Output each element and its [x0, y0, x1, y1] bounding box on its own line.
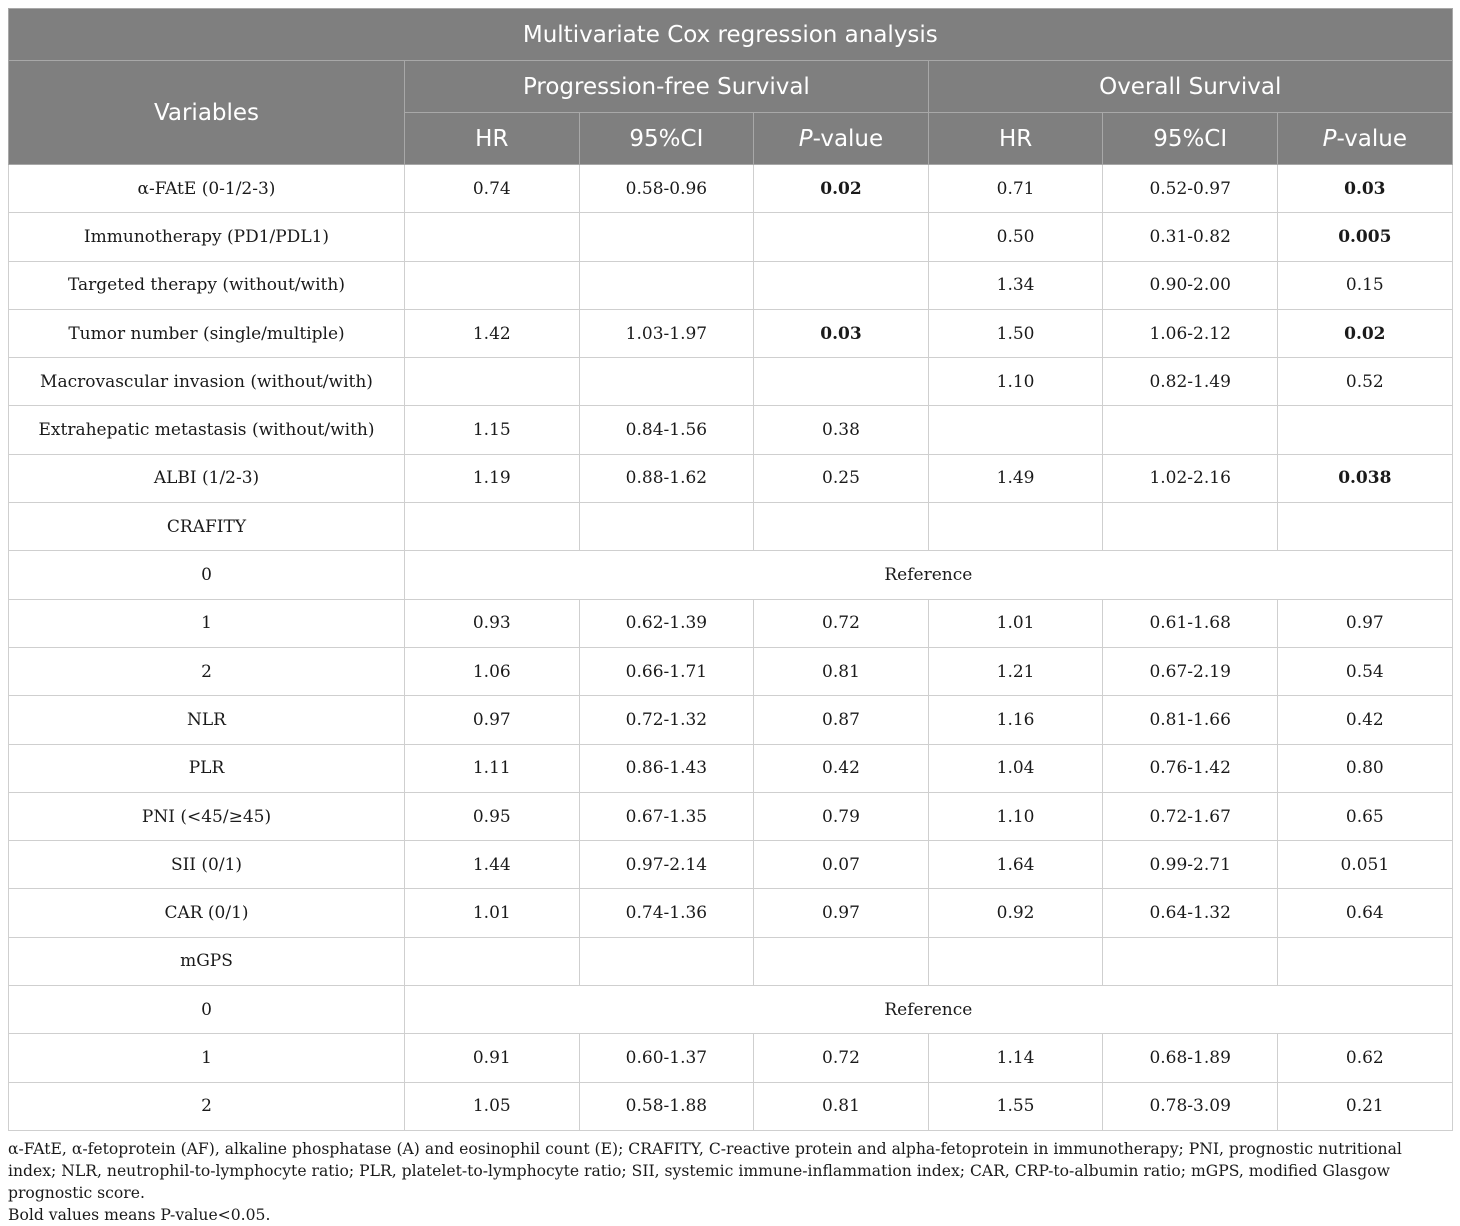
os-hr-cell [928, 503, 1103, 551]
variable-cell: 0 [9, 551, 405, 599]
pfs-ci-cell: 0.58-1.88 [579, 1082, 754, 1130]
variable-cell: PLR [9, 744, 405, 792]
pfs-ci-cell: 0.74-1.36 [579, 889, 754, 937]
variable-cell: PNI (<45/≥45) [9, 792, 405, 840]
table-row [9, 792, 1453, 840]
cox-regression-table [8, 8, 1453, 1131]
pfs-ci-header: 95%CI [579, 113, 754, 165]
os-p-cell: 0.051 [1277, 841, 1452, 889]
variable-cell: SII (0/1) [9, 841, 405, 889]
table-header [9, 9, 1453, 165]
table-row [9, 213, 1453, 261]
os-ci-header: 95%CI [1103, 113, 1278, 165]
p-rest-label: -value [812, 125, 884, 152]
os-hr-cell: 1.10 [928, 792, 1103, 840]
pfs-hr-cell: 1.42 [405, 309, 580, 357]
pfs-ci-cell: 0.72-1.32 [579, 696, 754, 744]
pfs-ci-cell: 0.66-1.71 [579, 647, 754, 695]
table-row [9, 1034, 1453, 1082]
pfs-hr-cell [405, 503, 580, 551]
variable-cell: mGPS [9, 937, 405, 985]
os-p-cell: 0.97 [1277, 599, 1452, 647]
p-rest-label: -value [1336, 125, 1407, 152]
variable-cell: Targeted therapy (without/with) [9, 261, 405, 309]
os-hr-cell: 1.04 [928, 744, 1103, 792]
os-hr-cell: 1.55 [928, 1082, 1103, 1130]
os-ci-cell: 0.68-1.89 [1103, 1034, 1278, 1082]
os-hr-cell: 1.49 [928, 454, 1103, 502]
os-p-cell: 0.80 [1277, 744, 1452, 792]
table-row [9, 454, 1453, 502]
pfs-hr-cell [405, 261, 580, 309]
pfs-hr-cell: 0.95 [405, 792, 580, 840]
os-hr-cell: 0.50 [928, 213, 1103, 261]
pfs-p-cell: 0.87 [754, 696, 929, 744]
os-ci-cell [1103, 406, 1278, 454]
variable-cell: 1 [9, 599, 405, 647]
os-hr-cell: 1.16 [928, 696, 1103, 744]
pfs-group-header: Progression-free Survival [405, 61, 929, 113]
os-ci-cell: 0.82-1.49 [1103, 358, 1278, 406]
variable-cell: Extrahepatic metastasis (without/with) [9, 406, 405, 454]
pfs-hr-cell: 0.91 [405, 1034, 580, 1082]
pfs-ci-cell: 0.84-1.56 [579, 406, 754, 454]
variable-cell: Macrovascular invasion (without/with) [9, 358, 405, 406]
table-row [9, 841, 1453, 889]
table-row [9, 986, 1453, 1034]
pfs-ci-cell: 0.58-0.96 [579, 165, 754, 213]
pfs-p-cell [754, 358, 929, 406]
variable-cell: ALBI (1/2-3) [9, 454, 405, 502]
os-p-cell: 0.54 [1277, 647, 1452, 695]
pfs-ci-cell: 0.86-1.43 [579, 744, 754, 792]
pfs-p-cell: 0.03 [754, 309, 929, 357]
table-row [9, 551, 1453, 599]
table-row [9, 1082, 1453, 1130]
reference-cell: Reference [405, 551, 1453, 599]
pfs-p-cell: 0.02 [754, 165, 929, 213]
variable-cell: 1 [9, 1034, 405, 1082]
table-footnote [8, 1138, 1452, 1226]
variable-cell: Immunotherapy (PD1/PDL1) [9, 213, 405, 261]
os-ci-cell: 0.61-1.68 [1103, 599, 1278, 647]
pfs-p-cell: 0.81 [754, 647, 929, 695]
pfs-p-header [754, 113, 929, 165]
table-row [9, 503, 1453, 551]
table-row [9, 937, 1453, 985]
variable-cell: 0 [9, 986, 405, 1034]
os-ci-cell: 0.81-1.66 [1103, 696, 1278, 744]
os-p-cell: 0.62 [1277, 1034, 1452, 1082]
os-p-cell: 0.42 [1277, 696, 1452, 744]
os-p-cell: 0.64 [1277, 889, 1452, 937]
os-ci-cell [1103, 503, 1278, 551]
os-ci-cell: 0.99-2.71 [1103, 841, 1278, 889]
pfs-p-cell [754, 213, 929, 261]
pfs-p-cell: 0.72 [754, 599, 929, 647]
os-p-cell: 0.15 [1277, 261, 1452, 309]
os-ci-cell: 0.64-1.32 [1103, 889, 1278, 937]
footnote-bold-note: Bold values means P-value<0.05. [8, 1206, 271, 1224]
p-italic-label: P [1322, 125, 1337, 152]
pfs-ci-cell: 0.97-2.14 [579, 841, 754, 889]
os-hr-cell [928, 937, 1103, 985]
pfs-p-cell: 0.79 [754, 792, 929, 840]
os-p-cell: 0.02 [1277, 309, 1452, 357]
os-p-cell [1277, 503, 1452, 551]
os-hr-cell [928, 406, 1103, 454]
os-hr-header: HR [928, 113, 1103, 165]
os-ci-cell: 1.02-2.16 [1103, 454, 1278, 502]
table-row [9, 406, 1453, 454]
pfs-ci-cell: 0.67-1.35 [579, 792, 754, 840]
pfs-ci-cell [579, 261, 754, 309]
pfs-hr-cell: 0.97 [405, 696, 580, 744]
variable-cell: α-FAtE (0-1/2-3) [9, 165, 405, 213]
variable-cell: 2 [9, 1082, 405, 1130]
os-p-cell: 0.65 [1277, 792, 1452, 840]
pfs-hr-cell: 1.05 [405, 1082, 580, 1130]
pfs-p-cell [754, 503, 929, 551]
results-table-container [8, 8, 1452, 1131]
os-p-cell: 0.005 [1277, 213, 1452, 261]
pfs-p-cell: 0.97 [754, 889, 929, 937]
pfs-hr-cell [405, 213, 580, 261]
pfs-hr-cell: 1.15 [405, 406, 580, 454]
table-row [9, 309, 1453, 357]
pfs-hr-cell: 1.01 [405, 889, 580, 937]
table-body [9, 165, 1453, 1131]
os-hr-cell: 1.50 [928, 309, 1103, 357]
os-ci-cell: 0.90-2.00 [1103, 261, 1278, 309]
table-row [9, 696, 1453, 744]
pfs-ci-cell [579, 358, 754, 406]
pfs-p-cell: 0.72 [754, 1034, 929, 1082]
variable-cell: NLR [9, 696, 405, 744]
os-hr-cell: 1.21 [928, 647, 1103, 695]
os-hr-cell: 1.34 [928, 261, 1103, 309]
pfs-p-cell [754, 937, 929, 985]
pfs-hr-cell: 1.19 [405, 454, 580, 502]
table-row [9, 358, 1453, 406]
table-row [9, 889, 1453, 937]
variable-cell: 2 [9, 647, 405, 695]
os-hr-cell: 1.64 [928, 841, 1103, 889]
os-p-cell: 0.038 [1277, 454, 1452, 502]
pfs-p-cell: 0.42 [754, 744, 929, 792]
table-row [9, 647, 1453, 695]
os-p-cell: 0.21 [1277, 1082, 1452, 1130]
os-hr-cell: 1.10 [928, 358, 1103, 406]
pfs-ci-cell: 0.60-1.37 [579, 1034, 754, 1082]
variables-header: Variables [9, 61, 405, 165]
os-ci-cell: 0.52-0.97 [1103, 165, 1278, 213]
pfs-p-cell [754, 261, 929, 309]
os-ci-cell: 0.76-1.42 [1103, 744, 1278, 792]
reference-cell: Reference [405, 986, 1453, 1034]
table-row [9, 744, 1453, 792]
table-row [9, 261, 1453, 309]
os-p-cell [1277, 937, 1452, 985]
p-italic-label: P [798, 125, 813, 152]
pfs-p-cell: 0.38 [754, 406, 929, 454]
table-row [9, 599, 1453, 647]
os-p-cell: 0.52 [1277, 358, 1452, 406]
pfs-ci-cell [579, 503, 754, 551]
pfs-ci-cell: 0.62-1.39 [579, 599, 754, 647]
pfs-p-cell: 0.07 [754, 841, 929, 889]
pfs-hr-cell: 1.11 [405, 744, 580, 792]
variable-cell: CAR (0/1) [9, 889, 405, 937]
os-ci-cell: 0.72-1.67 [1103, 792, 1278, 840]
pfs-ci-cell: 1.03-1.97 [579, 309, 754, 357]
pfs-p-cell: 0.81 [754, 1082, 929, 1130]
os-p-cell: 0.03 [1277, 165, 1452, 213]
table-row [9, 165, 1453, 213]
pfs-hr-cell: 0.93 [405, 599, 580, 647]
os-group-header: Overall Survival [928, 61, 1452, 113]
pfs-ci-cell: 0.88-1.62 [579, 454, 754, 502]
pfs-hr-cell: 0.74 [405, 165, 580, 213]
footnote-abbreviations: α-FAtE, α-fetoprotein (AF), alkaline phosphatase (A) and eosinophil count (E); CRAFITY, C-reactive protein and alpha-fetoprotein in immunotherapy; PNI, prognostic nutritional index; NLR, neutrophil-to-lymphocyte ratio; PLR, platelet-to-lymphocyte ratio; SII, systemic immune-inflammation index; CAR, CRP-to-albumin ratio; mGPS, modified Glasgow prognostic score. [8, 1140, 1402, 1202]
os-hr-cell: 1.01 [928, 599, 1103, 647]
os-ci-cell: 0.31-0.82 [1103, 213, 1278, 261]
pfs-ci-cell [579, 213, 754, 261]
os-ci-cell [1103, 937, 1278, 985]
pfs-p-cell: 0.25 [754, 454, 929, 502]
os-hr-cell: 1.14 [928, 1034, 1103, 1082]
os-p-header [1277, 113, 1452, 165]
os-hr-cell: 0.71 [928, 165, 1103, 213]
os-ci-cell: 0.67-2.19 [1103, 647, 1278, 695]
table-title: Multivariate Cox regression analysis [9, 9, 1453, 61]
os-p-cell [1277, 406, 1452, 454]
pfs-hr-cell [405, 937, 580, 985]
os-ci-cell: 0.78-3.09 [1103, 1082, 1278, 1130]
pfs-hr-cell [405, 358, 580, 406]
pfs-hr-header: HR [405, 113, 580, 165]
os-ci-cell: 1.06-2.12 [1103, 309, 1278, 357]
variable-cell: Tumor number (single/multiple) [9, 309, 405, 357]
pfs-ci-cell [579, 937, 754, 985]
variable-cell: CRAFITY [9, 503, 405, 551]
pfs-hr-cell: 1.06 [405, 647, 580, 695]
pfs-hr-cell: 1.44 [405, 841, 580, 889]
os-hr-cell: 0.92 [928, 889, 1103, 937]
